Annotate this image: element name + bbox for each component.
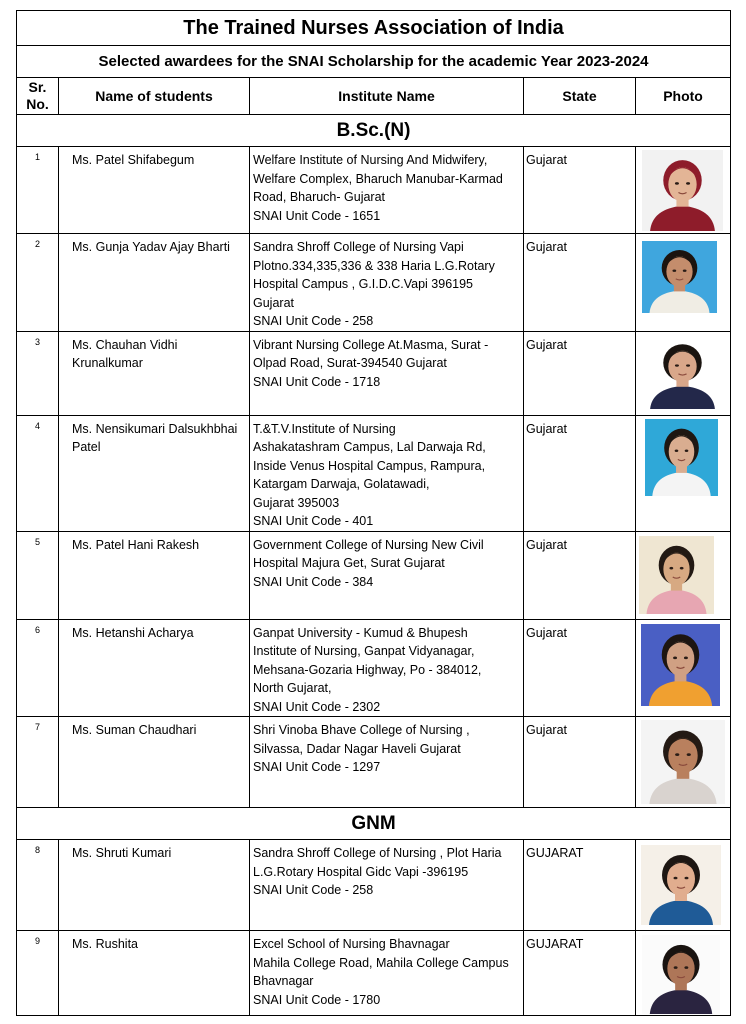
column-header-photo: Photo [636,78,731,115]
state-name: Gujarat [524,415,636,531]
table-row [17,619,731,717]
section-title: B.Sc.(N) [17,115,731,147]
institute-line: Vibrant Nursing College At.Masma, Surat - [253,337,489,352]
table-row [17,717,731,808]
institute-line: L.G.Rotary Hospital Gidc Vapi -396195 [253,864,469,879]
state-name: GUJARAT [524,840,636,931]
institute-line: Katargam Darwaja, Golatawadi, [253,477,430,491]
institute-name [250,531,524,619]
institute-line: Plotno.334,335,336 & 338 Haria L.G.Rotary [253,258,495,273]
serial-number: 7 [17,717,59,808]
portrait-image [642,335,723,409]
column-header-sr-no [17,78,59,115]
state-name: Gujarat [524,331,636,415]
photo-cell [636,531,731,619]
institute-line: SNAI Unit Code - 2302 [253,699,381,714]
student-photo-icon [641,624,720,706]
student-photo-icon [642,241,717,313]
institute-line: North Gujarat, [253,681,332,695]
institute-line: Sandra Shroff College of Nursing , Plot Haria [253,846,502,860]
student-photo-icon [642,150,723,231]
institute-line: Hospital Campus , G.I.D.C.Vapi 396195 [253,277,474,291]
serial-number: 2 [17,234,59,332]
column-header-row [17,78,731,115]
state-name: Gujarat [524,717,636,808]
student-name: Ms. Gunja Yadav Ajay Bharti [59,234,250,332]
photo-cell [636,717,731,808]
table-row [17,234,731,332]
student-photo-icon [641,720,725,804]
institute-line: SNAI Unit Code - 1780 [253,992,381,1007]
serial-number: 4 [17,415,59,531]
institute-name [250,147,524,234]
student-photo-icon [639,536,714,614]
table-row [17,147,731,234]
document-title: The Trained Nurses Association of India [17,11,731,46]
institute-name [250,840,524,931]
institute-line: Ashakatashram Campus, Lal Darwaja Rd, [253,440,486,454]
state-name: Gujarat [524,531,636,619]
awardees-table [16,10,731,1016]
institute-line: Ganpat University - Kumud & Bhupesh [253,625,468,640]
document-subtitle: Selected awardees for the SNAI Scholarship for the academic Year 2023-2024 [17,46,731,78]
institute-line: Shri Vinoba Bhave College of Nursing , [253,723,470,737]
photo-cell [636,147,731,234]
student-name: Ms. Patel Hani Rakesh [59,531,250,619]
serial-number: 6 [17,619,59,717]
photo-cell [636,331,731,415]
institute-line: Mahila College Road, Mahila College Campus [253,955,509,970]
column-header-state: State [524,78,636,115]
portrait-image [639,536,714,614]
institute-line: Mehsana-Gozaria Highway, Po - 384012, [253,662,482,677]
student-name: Ms. Nensikumari Dalsukhbhai Patel [59,415,250,531]
institute-line: Welfare Complex, Bharuch Manubar-Karmad [253,171,503,186]
portrait-image [642,241,717,313]
institute-name [250,717,524,808]
photo-cell [636,619,731,717]
student-photo-icon [645,419,718,496]
table-row [17,531,731,619]
student-name: Ms. Hetanshi Acharya [59,619,250,717]
institute-line: Silvassa, Dadar Nagar Haveli Gujarat [253,741,461,756]
serial-number: 3 [17,331,59,415]
institute-name [250,331,524,415]
institute-line: Welfare Institute of Nursing And Midwifery, [253,153,488,167]
photo-cell [636,415,731,531]
institute-name [250,931,524,1016]
student-photo-icon [642,335,723,409]
column-header-sr-line1: Sr. [28,79,47,96]
institute-line: T.&T.V.Institute of Nursing [253,421,396,436]
institute-line: SNAI Unit Code - 1651 [253,208,381,223]
table-row [17,840,731,931]
institute-line: Gujarat 395003 [253,495,340,510]
portrait-image [641,624,720,706]
student-name: Ms. Rushita [59,931,250,1016]
section-title: GNM [17,808,731,840]
state-name: GUJARAT [524,931,636,1016]
portrait-image [642,935,720,1014]
student-photo-icon [641,845,721,925]
institute-line: Inside Venus Hospital Campus, Rampura, [253,458,486,473]
state-name: Gujarat [524,234,636,332]
table-row [17,931,731,1016]
section-header-row [17,115,731,147]
column-header-institute: Institute Name [250,78,524,115]
institute-line: Excel School of Nursing Bhavnagar [253,937,450,951]
serial-number: 9 [17,931,59,1016]
institute-line: Road, Bharuch- Gujarat [253,190,386,204]
photo-cell [636,234,731,332]
serial-number: 5 [17,531,59,619]
institute-name [250,619,524,717]
photo-cell [636,840,731,931]
institute-line: Hospital Majura Get, Surat Gujarat [253,556,445,570]
portrait-image [645,419,718,496]
institute-line: Government College of Nursing New Civil [253,537,484,552]
institute-line: SNAI Unit Code - 258 [253,314,374,328]
institute-line: SNAI Unit Code - 1718 [253,374,381,389]
portrait-image [642,150,723,231]
institute-line: SNAI Unit Code - 258 [253,883,374,897]
institute-line: Bhavnagar [253,974,314,988]
column-header-name: Name of students [59,78,250,115]
section-header-row [17,808,731,840]
table-row [17,415,731,531]
column-header-sr-line2: No. [26,96,49,112]
student-name: Ms. Suman Chaudhari [59,717,250,808]
student-name: Ms. Shruti Kumari [59,840,250,931]
portrait-image [641,720,725,804]
institute-line: SNAI Unit Code - 384 [253,574,374,589]
portrait-image [641,845,721,925]
institute-line: SNAI Unit Code - 401 [253,514,374,528]
student-photo-icon [642,935,720,1014]
institute-line: Gujarat [253,295,294,310]
serial-number: 1 [17,147,59,234]
institute-name [250,234,524,332]
institute-line: Institute of Nursing, Ganpat Vidyanagar, [253,644,475,658]
student-name: Ms. Patel Shifabegum [59,147,250,234]
institute-line: SNAI Unit Code - 1297 [253,760,381,774]
student-name: Ms. Chauhan Vidhi Krunalkumar [59,331,250,415]
state-name: Gujarat [524,147,636,234]
table-row [17,331,731,415]
institute-line: Olpad Road, Surat-394540 Gujarat [253,356,447,370]
photo-cell [636,931,731,1016]
institute-line: Sandra Shroff College of Nursing Vapi [253,240,464,254]
state-name: Gujarat [524,619,636,717]
serial-number: 8 [17,840,59,931]
institute-name [250,415,524,531]
